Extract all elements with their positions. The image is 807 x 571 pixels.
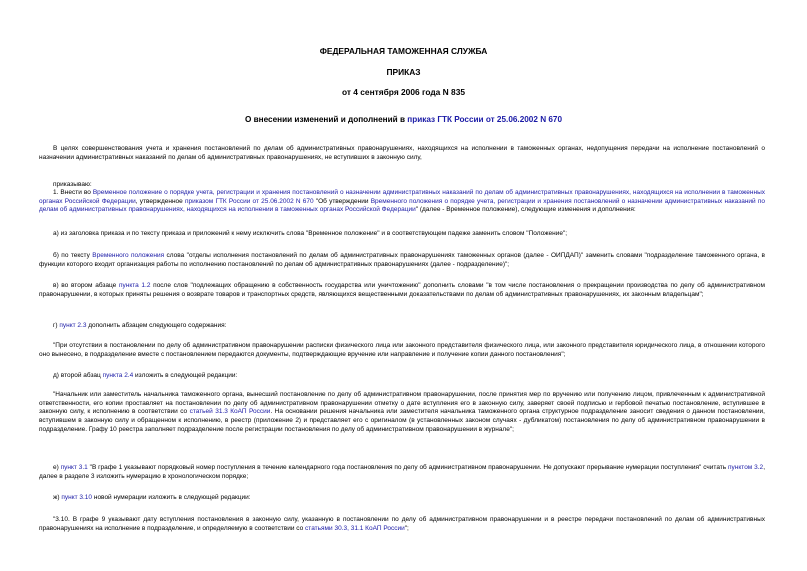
item-v-text-b: после слов "подлежащих обращению в собственность государства или уничтожению" дополнить словами "в том числе постановления о прекращении производства по делу об административном правонарушении, в которых приняты решения о возврате товаров и транспортных средств, являющихся вещественными доказательствами по делам об административных правонарушениях, их законным владельцам";: [39, 282, 766, 298]
item-b: [39, 252, 765, 269]
point-3-2-link[interactable]: пунктом 3.2: [728, 464, 764, 471]
item-zh-text-b: новой нумерации изложить в следующей редакции:: [92, 494, 251, 501]
item-zh-quote: [39, 516, 765, 533]
document-subject: [0, 115, 807, 125]
order-670-link[interactable]: приказом ГТК России от 25.06.2002 N 670: [184, 197, 314, 205]
item-g-quote: "При отсутствии в постановлении по делу об административном правонарушении расписки физического лица или законного представителя физического лица, или законного представителя юридического лица, в отношении которого оно вынесено, в подразделение вместе с постановлением передаются документы, подтверждающие вручение или направление и получение копии данного постановления";: [39, 342, 765, 358]
item-e-text-b: "В графе 1 указывают порядковый номер поступления в течение календарного года постановления по делу об административном правонарушении. Не допускают прерывание нумерации поступления" считать: [87, 464, 729, 471]
organization-title: ФЕДЕРАЛЬНАЯ ТАМОЖЕННАЯ СЛУЖБА: [319, 46, 488, 56]
item-b-text-b: слова "отделы исполнения постановлений по делам об административных правонарушениях таможенных органов (далее - ОИПДАП)" заменить словами "подразделение таможенного органа, в функции которого входит организация работы по исполнению постановлений по делам об административных правонарушениях (далее - подразделение)";: [39, 252, 765, 268]
temporary-regulation-link[interactable]: Временное положение о порядке учета, регистрации и хранения постановлений о назначении административных наказаний по делам об административных правонарушениях, находящихся на исполнении в таможенных органах Российской Федерации: [39, 189, 765, 205]
article-31-3-link[interactable]: статьей 31.3 КоАП России: [189, 408, 271, 416]
paragraph-1-text-b: , утвержденное: [135, 197, 185, 205]
point-1-2-link[interactable]: пункта 1.2: [118, 282, 151, 289]
paragraph-1-text-a: 1. Внести во: [53, 189, 93, 196]
point-3-1-link[interactable]: пункт 3.1: [60, 464, 88, 471]
item-b-text-a: б) по тексту: [53, 252, 93, 259]
intro-paragraph: В целях совершенствования учета и хранения постановлений по делам об административных правонарушениях, находящихся на исполнении в таможенных органах, недопущения передачи на исполнение постановлений о назначении административных наказаний по делам об административных правонарушениях, не вступивших в законную силу,: [39, 145, 765, 161]
subject-link[interactable]: приказ ГТК России от 25.06.2002 N 670: [407, 115, 563, 124]
paragraph-1-text-c: "Об утверждении: [313, 197, 371, 205]
item-a: а) из заголовка приказа и по тексту приказа и приложений к нему исключить слова "Временное положение" и в соответствующем падеже заменить словом "Положение";: [53, 230, 568, 237]
subject-text: О внесении изменений и дополнений в: [244, 115, 408, 124]
item-zh-quote-text-b: ";: [404, 524, 409, 532]
point-2-4-link[interactable]: пункта 2.4: [102, 372, 134, 379]
item-g: [39, 322, 765, 331]
paragraph-1: [39, 189, 765, 215]
document-date-number: от 4 сентября 2006 года N 835: [341, 87, 466, 97]
item-zh-text-a: ж): [53, 494, 62, 501]
item-d: [39, 372, 765, 381]
item-g-text-a: г): [53, 322, 60, 329]
order-word: приказываю:: [53, 181, 92, 188]
item-d-quote: [39, 391, 765, 435]
item-v-text-a: в) во втором абзаце: [53, 282, 119, 289]
item-d-text-a: д) второй абзац: [53, 372, 103, 379]
item-e: [39, 464, 765, 481]
document-type: ПРИКАЗ: [386, 67, 421, 77]
point-2-3-link[interactable]: пункт 2.3: [59, 322, 87, 329]
item-d-text-b: изложить в следующей редакции:: [133, 372, 238, 379]
point-3-10-link[interactable]: пункт 3.10: [61, 494, 93, 501]
articles-30-3-31-1-link[interactable]: статьями 30.3, 31.1 КоАП России: [305, 524, 405, 532]
item-d-quote-text-a: "Начальник или заместитель начальника таможенного органа, вынесший постановление по делу об административном правонарушении, после принятия мер по вручению или получению лицом, привлеченным к административной ответственности, его копии проставляет на постановлении по делу об административном правонарушении отметку о дате вступления его в законную силу, заверяет своей подписью и гербовой печатью постановление, вступившее в законную силу, к исполнению в соответствии со: [39, 391, 765, 416]
temporary-regulation-link-3[interactable]: Временного положения: [92, 252, 165, 259]
item-zh-quote-text-a: "3.10. В графе 9 указывают дату вступления постановления в законную силу, указанную в постановлении по делу об административном правонарушении и в реестре передачи постановлений по делам об административных правонарушениях на исполнение в подразделение, и определяемую в соответствии со: [39, 516, 765, 532]
item-zh: [39, 494, 765, 503]
item-e-text-a: е): [53, 464, 61, 471]
item-e-text-c: , далее в разделе 3 изложить нумерацию в хронологическом порядке;: [39, 464, 765, 480]
item-d-quote-text-b: . На основании решения начальника или заместителя начальника таможенного органа структурное подразделение заносит сведения о данном постановлении, вступившем в законную силу и обращенном к исполнению, в реестр (приложение 2) и представляет его с оригиналом (в установленных законом случаях - дубликатом) постановления по делу об административном правонарушении в подразделение. Графу 10 реестра заполняет подразделение после регистрации постановления по делу об административном правонарушении в журнале";: [39, 408, 765, 433]
paragraph-1-text-d: " (далее - Временное положение), следующие изменения и дополнения:: [415, 206, 636, 214]
item-v: [39, 282, 765, 299]
temporary-regulation-link-2[interactable]: Временного положения о порядке учета, регистрации и хранения постановлений о назначении административных наказаний по делам об административных правонарушениях, находящихся на исполнении в таможенных органах Российской Федерации: [39, 197, 765, 214]
item-g-text-b: дополнить абзацем следующего содержания:: [86, 322, 227, 329]
